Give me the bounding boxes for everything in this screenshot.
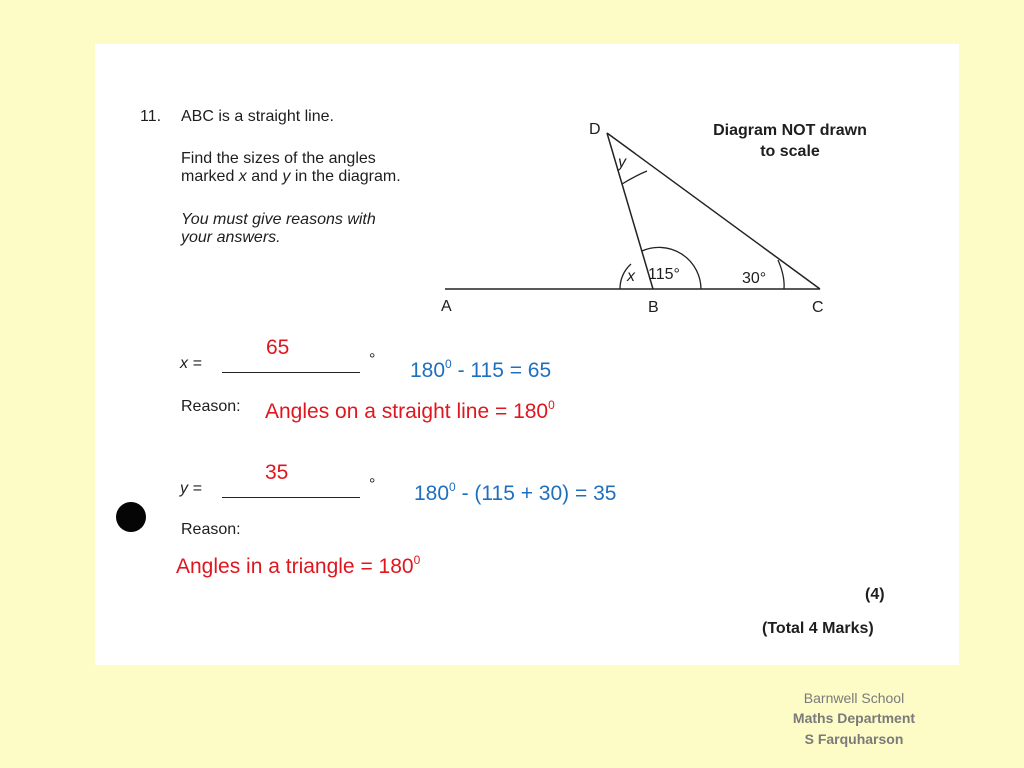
reason-y-text: Angles in a triangle = 180 xyxy=(176,555,414,578)
working-x xyxy=(410,359,551,383)
reason-x xyxy=(265,400,555,424)
diagram-note-line-1: Diagram NOT drawn xyxy=(713,122,867,139)
working-x-rest: - 115 = 65 xyxy=(451,359,552,382)
label-d: D xyxy=(589,121,601,138)
bullet-dot xyxy=(116,502,146,532)
working-y-rest: - (115 + 30) = 35 xyxy=(455,482,617,505)
instruction-var-y: y xyxy=(282,168,291,185)
working-x-superscript: 0 xyxy=(445,357,452,371)
footer-school: Barnwell School xyxy=(803,690,905,706)
instruction-line-1: Find the sizes of the angles xyxy=(181,150,376,167)
reason-x-superscript: 0 xyxy=(548,398,555,412)
working-y-base: 180 xyxy=(414,482,450,505)
angle-y-label: y xyxy=(618,154,626,171)
instruction-text: marked xyxy=(181,168,239,185)
angle-x-label: x xyxy=(627,268,635,285)
answer-y: 35 xyxy=(265,461,289,484)
angle-115-label: 115° xyxy=(648,266,680,283)
label-x-equals: x = xyxy=(180,355,202,372)
degree-symbol-x: ° xyxy=(369,351,376,368)
reasons-line-2: your answers. xyxy=(181,229,281,246)
reason-x-text: Angles on a straight line = 180 xyxy=(265,400,549,423)
angle-30-label: 30° xyxy=(742,270,767,287)
label-y-equals: y = xyxy=(180,480,202,497)
reason-label-x: Reason: xyxy=(181,398,241,415)
label-a: A xyxy=(441,298,452,315)
diagram-note xyxy=(695,120,885,162)
label-b: B xyxy=(648,299,659,316)
question-instruction xyxy=(181,150,401,186)
reason-label-y: Reason: xyxy=(181,521,241,538)
diagram-note-line-2: to scale xyxy=(760,143,820,160)
working-y-superscript: 0 xyxy=(449,480,456,494)
instruction-line-2 xyxy=(181,168,401,186)
answer-x: 65 xyxy=(266,336,290,359)
arc-angle-30 xyxy=(778,260,784,289)
answer-line-y xyxy=(222,497,360,498)
instruction-var-x: x xyxy=(238,168,247,185)
total-marks: (Total 4 Marks) xyxy=(762,620,874,637)
working-y xyxy=(414,482,616,506)
working-x-base: 180 xyxy=(410,359,446,382)
degree-symbol-y: ° xyxy=(369,476,376,493)
reasons-instruction xyxy=(181,211,376,247)
reason-y-superscript: 0 xyxy=(413,553,421,567)
instruction-text: and xyxy=(246,168,283,185)
reason-y xyxy=(176,555,420,579)
part-marks: (4) xyxy=(865,586,885,603)
instruction-text: in the diagram. xyxy=(290,168,401,185)
label-c: C xyxy=(812,299,824,316)
question-number: 11. xyxy=(140,108,162,125)
reasons-line-1: You must give reasons with xyxy=(181,211,376,228)
answer-line-x xyxy=(222,372,360,373)
arc-angle-y xyxy=(622,171,647,184)
question-statement: ABC is a straight line. xyxy=(181,108,334,125)
footer-author: S Farquharson xyxy=(804,731,904,747)
worksheet-scan xyxy=(95,44,959,665)
footer-department: Maths Department xyxy=(792,710,916,726)
